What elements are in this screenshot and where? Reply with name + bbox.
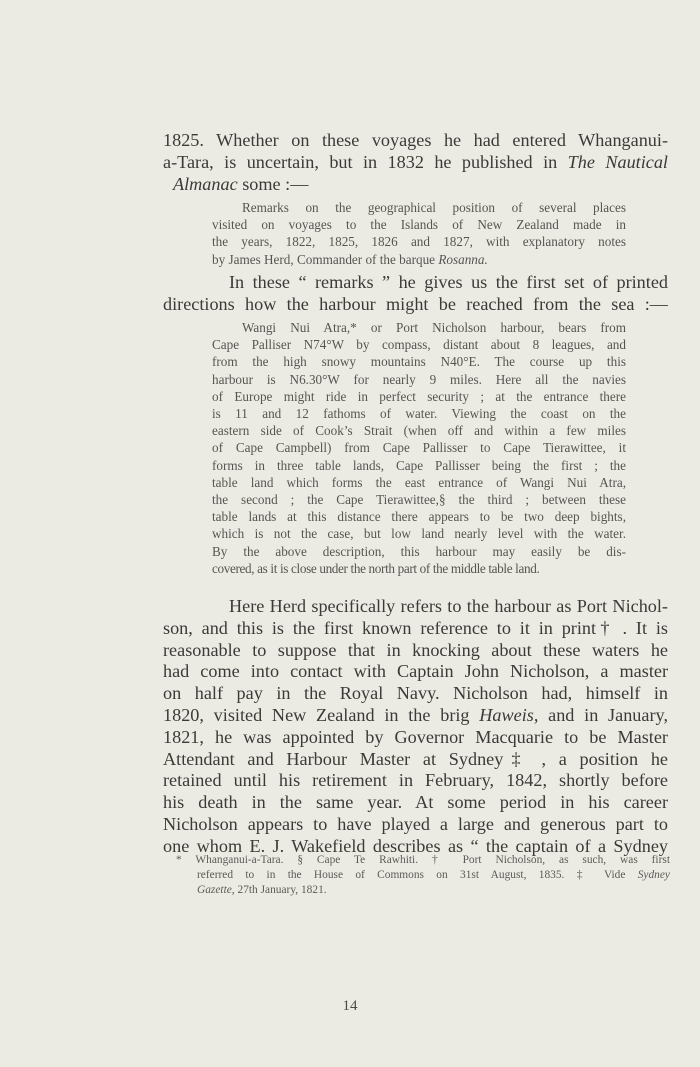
paragraph-nicholson — [163, 596, 668, 858]
text-line: In these “ remarks ” he gives us the first set of printed — [229, 272, 668, 292]
paragraph-intro — [163, 130, 668, 195]
italic-publication: Sydney — [637, 868, 670, 881]
block-quote-title — [212, 199, 626, 268]
quote-line: visited on voyages to the Islands of New Zealand made in — [212, 217, 626, 233]
quote-line: the years, 1822, 1825, 1826 and 1827, with explanatory notes — [212, 234, 626, 250]
quote-line: forms in three table lands, Cape Pallisser being the first ; the — [212, 457, 626, 473]
text-line: Nicholson appears to have played a large and generous part to — [163, 813, 668, 834]
text-line: reasonable to suppose that in knocking about these waters he — [163, 639, 668, 660]
footnote-line: * Whanganui-a-Tara. § Cape Te Rawhiti. † Port Nicholson, as such, was first — [176, 854, 670, 866]
quote-line: by James Herd, Commander of the barque Rosanna. — [212, 251, 488, 267]
text-line: Here Herd specifically refers to the harbour as Port Nichol- — [229, 596, 668, 616]
italic-title: The Nautical — [567, 151, 668, 172]
footnotes — [176, 853, 670, 897]
page-number: 14 — [342, 998, 358, 1014]
text-line: 1820, visited New Zealand in the brig Haweis, and in January, — [163, 704, 668, 725]
text-line: 1825. Whether on these voyages he had entered Whanganui- — [163, 130, 668, 150]
text-line: retained until his retirement in February, 1842, shortly before — [163, 770, 668, 791]
text-line: a-Tara, is uncertain, but in 1832 he published in The Nautical — [163, 151, 668, 172]
quote-line: covered, as it is close under the north part of the middle table land. — [212, 560, 540, 576]
quote-line: Wangi Nui Atra,* or Port Nicholson harbour, bears from — [242, 320, 626, 335]
text-line: had come into contact with Captain John Nicholson, a master — [163, 661, 668, 682]
quote-line: Remarks on the geographical position of several places — [242, 200, 626, 215]
quote-line: the second ; the Cape Tierawittee,§ the third ; between these — [212, 492, 626, 508]
text-line: 1821, he was appointed by Governor Macquarie to be Master — [163, 726, 668, 747]
text-line: Attendant and Harbour Master at Sydney‡ , a position he — [163, 748, 668, 769]
quote-line: table lands at this distance there appears to be two deep bights, — [212, 509, 626, 525]
quote-line: harbour is N6.30°W for nearly 9 miles. Here all the navies — [212, 371, 626, 387]
paragraph-remarks — [163, 272, 668, 316]
italic-ship-name: Rosanna. — [438, 251, 488, 267]
quote-line: table land which forms the east entrance of Wangi Nui Atra, — [212, 474, 626, 490]
text-line: one whom E. J. Wakefield describes as “ the captain of a Sydney — [163, 835, 668, 856]
text-line: on half pay in the Royal Navy. Nicholson had, himself in — [163, 683, 668, 704]
quote-line: eastern side of Cook’s Strait (when off and within a few miles — [212, 423, 626, 439]
quote-line: of Cape Campbell) from Cape Pallisser to Cape Tierawittee, it — [212, 440, 626, 456]
quote-line: from the high snowy mountains N40°E. The course up this — [212, 354, 626, 370]
italic-title: Almanac — [173, 173, 238, 194]
footnote-line: referred to in the House of Commons on 31st August, 1835. ‡ Vide Sydney — [197, 868, 670, 881]
quote-line: is 11 and 12 fathoms of water. Viewing the coast on the — [212, 406, 626, 422]
text-line: son, and this is the first known reference to it in print† . It is — [163, 617, 668, 638]
text-line: Almanac some :— — [173, 173, 309, 194]
block-quote-directions — [212, 319, 626, 577]
italic-ship-name: Haweis — [479, 704, 534, 725]
quote-line: By the above description, this harbour may easily be dis- — [212, 543, 626, 559]
quote-line: of Europe might ride in perfect security ; at the entrance there — [212, 388, 626, 404]
quote-line: Cape Palliser N74°W by compass, distant about 8 leagues, and — [212, 337, 626, 353]
footnote-line: Gazette, 27th January, 1821. — [197, 883, 327, 896]
text-line: his death in the same year. At some period in his career — [163, 792, 668, 813]
text-line: directions how the harbour might be reached from the sea :— — [163, 293, 668, 314]
italic-publication: Gazette, — [197, 883, 235, 896]
quote-line: which is not the case, but low land nearly level with the water. — [212, 526, 626, 542]
